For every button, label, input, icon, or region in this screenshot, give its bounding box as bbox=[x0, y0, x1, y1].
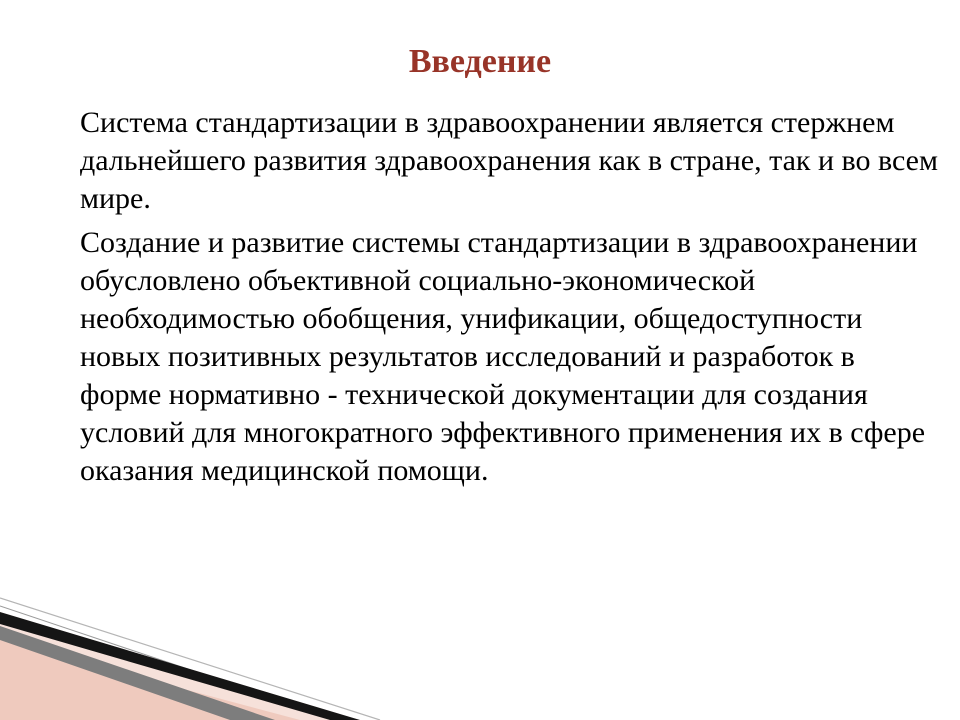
pink-band bbox=[0, 612, 360, 720]
gray-line-2 bbox=[0, 606, 340, 720]
paragraph-2: Создание и развитие системы стандартизации в здравоохранении обусловлено объективной социально-экономической необходимостью обобщения, унификации, общедоступности новых позитивных результатов исследований и разработок в форме нормативно - технической документации для создания условий для многократного эффективного применения их в сфере оказания медицинской помощи. bbox=[80, 226, 926, 487]
slide-title: Введение bbox=[408, 43, 552, 80]
pink-band-darker bbox=[0, 640, 300, 720]
gray-line-1 bbox=[0, 598, 380, 720]
dark-stripe bbox=[0, 612, 360, 720]
slide-body bbox=[80, 104, 942, 496]
gray-stripe bbox=[0, 626, 275, 720]
paragraph-1: Система стандартизации в здравоохранении является стержнем дальнейшего развития здравоохранения как в стране, так и во всем мире. bbox=[80, 106, 938, 215]
